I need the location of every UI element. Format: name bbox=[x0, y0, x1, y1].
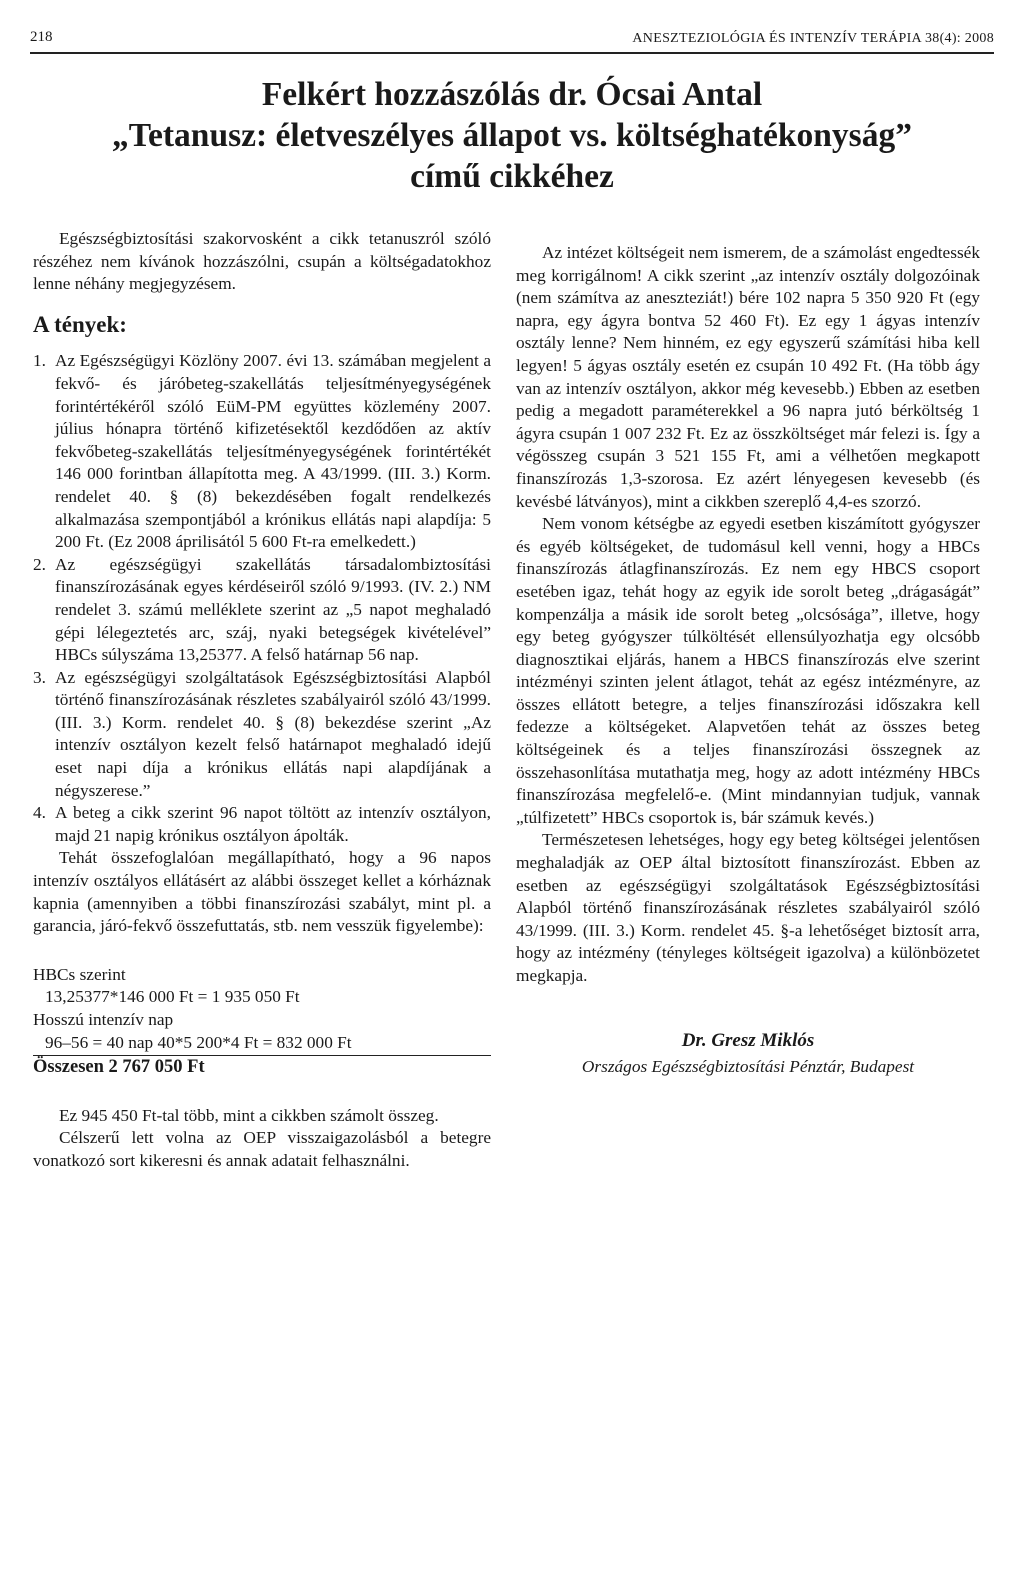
list-item bbox=[33, 802, 491, 847]
signature-block bbox=[516, 1030, 980, 1079]
exception-paragraph: Természetesen lehetséges, hogy egy beteg költségei jelentősen meghaladják az OEP által biztosított finanszírozást. Ebben az esetben az egészségügyi szolgáltatások Egészségbiztosítási Alapból történő finanszírozásának részletes szabályairól szóló 43/1999. (III. 3.) Korm. rendelet 45. §-a lehetőséget biztosít arra, hogy az intézmény (tényleges költségeit igazolva) a különbözetet megkapja. bbox=[516, 830, 980, 985]
running-head bbox=[30, 28, 994, 54]
right-column bbox=[516, 242, 980, 1079]
difference-paragraph: Ez 945 450 Ft-tal több, mint a cikkben számolt összeg. bbox=[59, 1105, 439, 1125]
page-number: 218 bbox=[30, 29, 53, 45]
summary-paragraph: Tehát összefoglalóan megállapítható, hogy a 96 napos intenzív osztályos ellátásért az alábbi összeget kellet a kórháznak kapnia (amennyiben a többi finanszírozási szabályt, mint pl. a garancia, járó-fekvő összefuttatás, stb. nem vesszük figyelembe): bbox=[33, 848, 491, 936]
list-item-text: Az egészségügyi szakellátás társadalombiztosítási finanszírozásának egyes kérdéseiről szóló 9/1993. (IV. 2.) NM rendelet 3. számú melléklete szerint az „5 napot meghaladó gépi lélegeztetés arc, száj, nyaki betegségek kivételével” HBCs súlyszáma 13,25377. A felső határnap 56 nap. bbox=[55, 554, 491, 665]
list-item bbox=[33, 350, 491, 553]
calc-long-days-value: 96–56 = 40 nap 40*5 200*4 Ft = 832 000 Ft bbox=[33, 1032, 491, 1057]
calc-hbcs-value: 13,25377*146 000 Ft = 1 935 050 Ft bbox=[45, 987, 300, 1007]
title-line-2: „Tetanusz: életveszélyes állapot vs. költséghatékonyság” bbox=[112, 117, 912, 154]
calc-hbcs-label: HBCs szerint bbox=[33, 964, 126, 984]
calculation-block bbox=[33, 964, 491, 1079]
list-item-text: Az egészségügyi szolgáltatások Egészségbiztosítási Alapból történő finanszírozásának részletes szabályairól szóló 43/1999. (III. 3.) Korm. rendelet 40. § (8) bekezdése szerint „Az intenzív osztályon kezelt felső határnapot meghaladó idejű eset napi díja a krónikus ellátás napi alapdíjának a négyszerese.” bbox=[55, 667, 491, 800]
cost-correction-paragraph: Az intézet költségeit nem ismerem, de a számolást engedtessék meg korrigálnom! A cikk szerint „az intenzív osztály dolgozóinak (nem számítva az aneszteziát!) bére 102 napra 5 350 920 Ft (egy napra, egy ágyra bontva 52 460 Ft). Ez egy 1 ágyas intenzív osztály lenne? Nem hinném, ez egy egyszerű számítási hiba kell legyen! 5 ágyas osztály esetén ez csupán 10 492 Ft. (Ha több ágy van az intenzív osztályon, akkor még kevesebb.) Ebben az esetben pedig a megadott paraméterekkel a 96 napra jutó bérköltség 1 ágyra csupán 1 007 232 Ft. Ez az összköltséget már felezi is. Így a végösszeg csupán 3 521 155 Ft, ami a vélhetően megkapott finanszírozás 1,3-szorosa. Ez azért lényegesen kevesebb (és kevésbé látványos), mint a cikkben szereplő 4,4-es szorzó. bbox=[516, 243, 980, 511]
title-line-1: Felkért hozzászólás dr. Ócsai Antal bbox=[261, 76, 763, 113]
author-affiliation: Országos Egészségbiztosítási Pénztár, Budapest bbox=[581, 1057, 915, 1077]
calc-total: Összesen 2 767 050 Ft bbox=[33, 1057, 205, 1078]
calc-long-days-label: Hosszú intenzív nap bbox=[33, 1010, 174, 1029]
left-column bbox=[33, 228, 491, 1173]
list-item-text: Az Egészségügyi Közlöny 2007. évi 13. számában megjelent a fekvő- és járóbeteg-szakellátás teljesítményegységének forintértékéről szóló EüM-PM együttes közlemény 2007. július hónapra történő kifizetésektől kezdődően az aktív fekvőbeteg-szakellátás teljesítményegységének forintértékét 146 000 forintban állapította meg. A 43/1999. (III. 3.) Korm. rendelet 40. § (8) bekezdésében fogalt rendelkezés alkalmazása szempontjából a krónikus ellátás napi alapdíja: 5 200 Ft. (Ez 2008 áprilisától 5 600 Ft-ra emelkedett.) bbox=[55, 351, 491, 552]
list-item-number: 4. bbox=[33, 803, 46, 823]
author-name: Dr. Gresz Miklós bbox=[681, 1029, 815, 1051]
list-item-text: A beteg a cikk szerint 96 napot töltött az intenzív osztályon, majd 21 napig krónikus osztályon ápolták. bbox=[55, 803, 491, 845]
closing-paragraphs bbox=[33, 1105, 491, 1173]
facts-list bbox=[33, 350, 491, 847]
journal-citation: ANESZTEZIOLÓGIA ÉS INTENZÍV TERÁPIA 38(4): 2008 bbox=[632, 31, 994, 46]
article-title bbox=[30, 74, 994, 197]
recommendation-paragraph: Célszerű lett volna az OEP visszaigazolásból a betegre vonatkozó sort kikeresni és annak adatait felhasználni. bbox=[33, 1128, 491, 1170]
section-heading: A tények: bbox=[33, 311, 127, 337]
title-line-3: című cikkéhez bbox=[410, 158, 614, 195]
list-item bbox=[33, 667, 491, 803]
intro-paragraph: Egészségbiztosítási szakorvosként a cikk tetanuszról szóló részéhez nem kívánok hozzászólni, csupán a költségadatokhoz lenne néhány megjegyzésem. bbox=[33, 229, 491, 294]
list-item-number: 3. bbox=[33, 667, 46, 687]
financing-paragraph: Nem vonom kétségbe az egyedi esetben kiszámított gyógyszer és egyéb költségeket, de tudomásul kell venni, hogy a HBCs finanszírozás átlagfinanszírozás. Ez nem egy HBCS csoport esetében igaz, tehát hogy az egyik ide sorolt beteg „drágaságát” kompenzálja a másik ide sorolt beteg „olcsósága”, illetve, hogy egy beteg gyógyszer túlköltését ellensúlyozhatja egy olcsóbb diagnosztikai eljárás, hanem a HBCS finanszírozás elve szerint intézményi szinten jelent átlagot, tehát az egész intézményre, az összes ellátott betegre, a teljes finanszírozási időszakra kell fedezze a költségeket. Alapvetően tehát az összes beteg költségeinek és a teljes finanszírozási összegnek az összehasonlítása mutathatja meg, hogy az adott intézmény HBCs finanszírozása megfelelő-e. (Mint mindannyian tudjuk, vannak „túlfizetett” HBCs csoportok is, bár számuk kevés.) bbox=[516, 514, 980, 827]
list-item-number: 1. bbox=[33, 351, 46, 371]
list-item-number: 2. bbox=[33, 554, 46, 574]
list-item bbox=[33, 554, 491, 667]
